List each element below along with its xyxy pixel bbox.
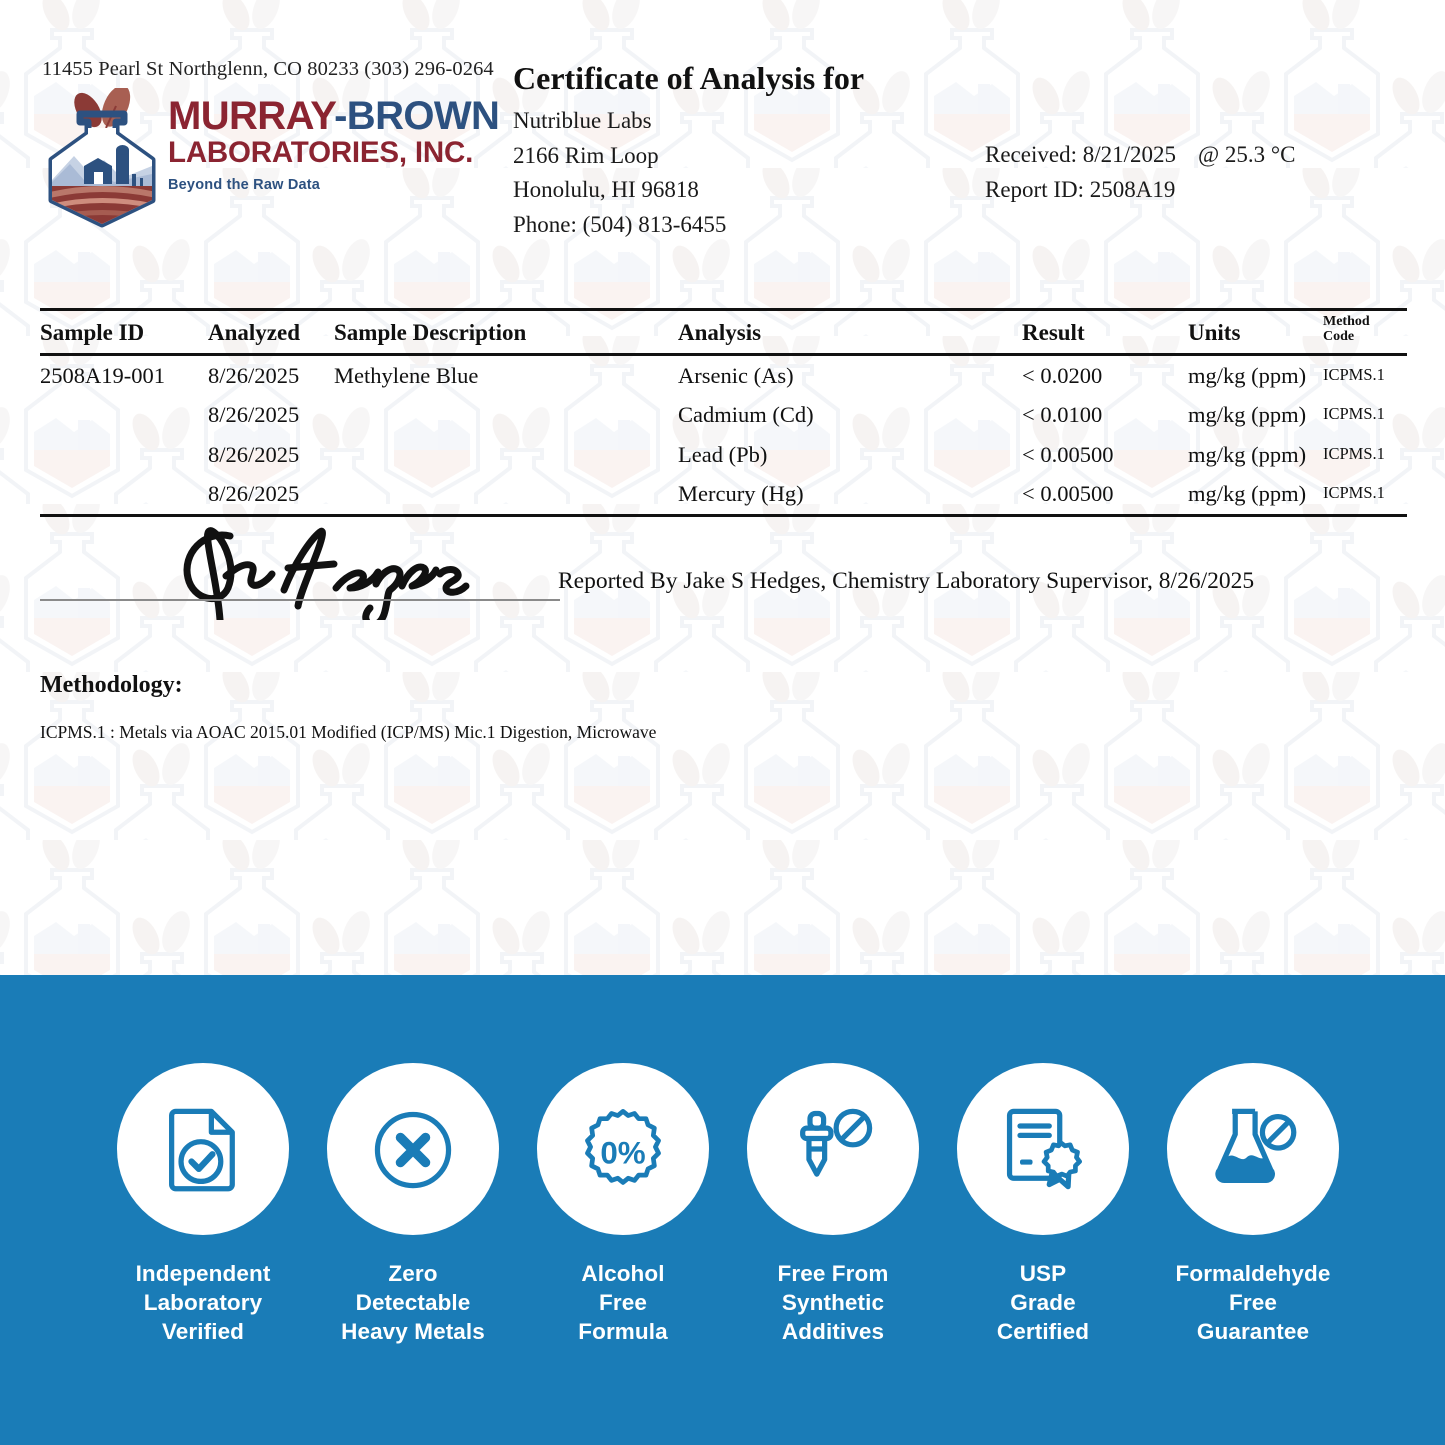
badge-label-line: Additives (781, 1319, 885, 1344)
table-cell-units: mg/kg (ppm) (1188, 481, 1307, 506)
table-cell-result: < 0.00500 (1022, 441, 1114, 467)
logo-name-part2: -BROWN (334, 94, 500, 138)
page-title: Certificate of Analysis for (513, 60, 865, 96)
table-cell-method-code: ICPMS.1 (1323, 364, 1385, 384)
table-cell-result: < 0.0100 (1022, 402, 1103, 427)
logo-name-part1: MURRAY (168, 94, 335, 138)
table-bottom-rule (40, 514, 1407, 517)
logo-name-line2: LABORATORIES, INC. (168, 136, 474, 169)
badge-circle (957, 1063, 1129, 1235)
badge-label (778, 1259, 889, 1346)
table-cell-analyzed: 8/26/2025 (208, 362, 300, 388)
table-cell-analysis: Arsenic (As) (678, 362, 794, 388)
client-street: 2166 Rim Loop (513, 142, 659, 168)
column-header-analyzed: Analyzed (208, 319, 300, 345)
table-cell-method-code: ICPMS.1 (1323, 443, 1385, 463)
flask-farm-logo-icon (40, 88, 164, 228)
table-cell-method-code: ICPMS.1 (1323, 483, 1385, 502)
badge-item (948, 1063, 1138, 1346)
flask-no-icon (1207, 1103, 1299, 1195)
badge-label-line: USP (1019, 1261, 1067, 1286)
table-cell-units: mg/kg (ppm) (1188, 362, 1307, 388)
report-id-label: Report ID: (985, 176, 1085, 202)
certificate-seal-icon (997, 1103, 1089, 1195)
badge-label-line: Alcohol (581, 1261, 665, 1286)
footer-banner (0, 975, 1445, 1445)
badge-label-line: Formaldehyde (1175, 1261, 1331, 1286)
document-check-icon (157, 1103, 249, 1195)
badge-label-line: Grade (1010, 1290, 1076, 1315)
table-row (40, 474, 1407, 514)
table-cell-analyzed: 8/26/2025 (208, 481, 300, 506)
badge-label (341, 1259, 485, 1346)
table-body (40, 356, 1407, 514)
zero-percent-icon (577, 1103, 669, 1195)
table-header-row (40, 311, 1407, 353)
badge-label-line: Certified (996, 1319, 1090, 1344)
company-logo (40, 88, 500, 228)
table-cell-analysis: Lead (Pb) (678, 441, 768, 467)
badge-label-line: Formula (578, 1319, 668, 1344)
badge-circle (537, 1063, 709, 1235)
badge-label (578, 1259, 667, 1346)
received-date: 8/21/2025 (1082, 142, 1176, 167)
table-cell-method-code: ICPMS.1 (1323, 404, 1385, 423)
badge-circle (1167, 1063, 1339, 1235)
column-header-result: Result (1022, 319, 1085, 345)
column-header-sample-id: Sample ID (40, 319, 145, 345)
column-header-method-code: Method Code (1323, 313, 1370, 344)
badge-label-line: Free From (777, 1261, 889, 1286)
badge-label-line: Zero (388, 1261, 438, 1286)
table-cell-units: mg/kg (ppm) (1188, 441, 1307, 467)
badge-label-line: Independent (135, 1261, 271, 1286)
badge-item (738, 1063, 928, 1346)
received-label: Received: (985, 142, 1077, 167)
badge-item (1158, 1063, 1348, 1346)
badge-label (997, 1259, 1089, 1346)
badge-circle (747, 1063, 919, 1235)
x-circle-icon (367, 1103, 459, 1195)
badge-circle (327, 1063, 499, 1235)
column-header-description: Sample Description (334, 319, 527, 345)
badge-circle (117, 1063, 289, 1235)
badge-label-line: Free (1229, 1290, 1277, 1315)
badge-label-line: Laboratory (143, 1290, 263, 1315)
table-row (40, 395, 1407, 435)
logo-tagline: Beyond the Raw Data (168, 176, 321, 193)
table-cell-sample-id: 2508A19-001 (40, 362, 165, 388)
table-cell-result: < 0.00500 (1022, 481, 1114, 506)
badge-label-line: Guarantee (1196, 1319, 1310, 1344)
table-cell-result: < 0.0200 (1022, 362, 1103, 388)
badge-label-line: Free (599, 1290, 647, 1315)
table-cell-analysis: Cadmium (Cd) (678, 402, 814, 427)
logo-wordmark (168, 96, 518, 193)
table-cell-description: Methylene Blue (334, 362, 479, 388)
column-header-units: Units (1188, 319, 1241, 345)
report-meta (985, 138, 1295, 207)
badge-item (108, 1063, 298, 1346)
methodology-text: ICPMS.1 : Metals via AOAC 2015.01 Modified (ICP/MS) Mic.1 Digestion, Microwave (40, 722, 657, 742)
badge-label (1176, 1259, 1331, 1346)
report-id-value: 2508A19 (1089, 176, 1176, 202)
badge-list (108, 1063, 1348, 1346)
badge-label-line: Synthetic (781, 1290, 885, 1315)
badge-label-line: Heavy Metals (341, 1319, 485, 1344)
table-row (40, 435, 1407, 475)
table-row (40, 356, 1407, 396)
dropper-no-icon (787, 1103, 879, 1195)
table-cell-units: mg/kg (ppm) (1188, 402, 1307, 427)
client-city: Honolulu, HI 96818 (513, 177, 699, 202)
received-temperature: @ 25.3 °C (1198, 142, 1296, 167)
table-cell-analyzed: 8/26/2025 (208, 441, 300, 467)
badge-item (318, 1063, 508, 1346)
badge-label-line: Detectable (355, 1290, 471, 1315)
results-table (40, 308, 1407, 517)
report-id-row (985, 173, 1295, 208)
badge-item (528, 1063, 718, 1346)
lab-address: 11455 Pearl St Northglenn, CO 80233 (303) 296-0264 (42, 58, 494, 80)
badge-label-line: Verified (161, 1319, 245, 1344)
table-cell-analysis: Mercury (Hg) (678, 481, 804, 506)
received-row (985, 138, 1295, 173)
client-info (513, 104, 726, 242)
column-header-analysis: Analysis (678, 319, 762, 345)
signature-icon (160, 520, 490, 620)
reported-by-text: Reported By Jake S Hedges, Chemistry Laboratory Supervisor, 8/26/2025 (558, 568, 1255, 594)
signature-line (40, 599, 560, 601)
client-name: Nutriblue Labs (513, 108, 652, 133)
methodology-heading: Methodology: (40, 672, 183, 698)
badge-label (136, 1259, 271, 1346)
client-phone: Phone: (504) 813-6455 (513, 211, 727, 237)
table-cell-analyzed: 8/26/2025 (208, 402, 300, 427)
